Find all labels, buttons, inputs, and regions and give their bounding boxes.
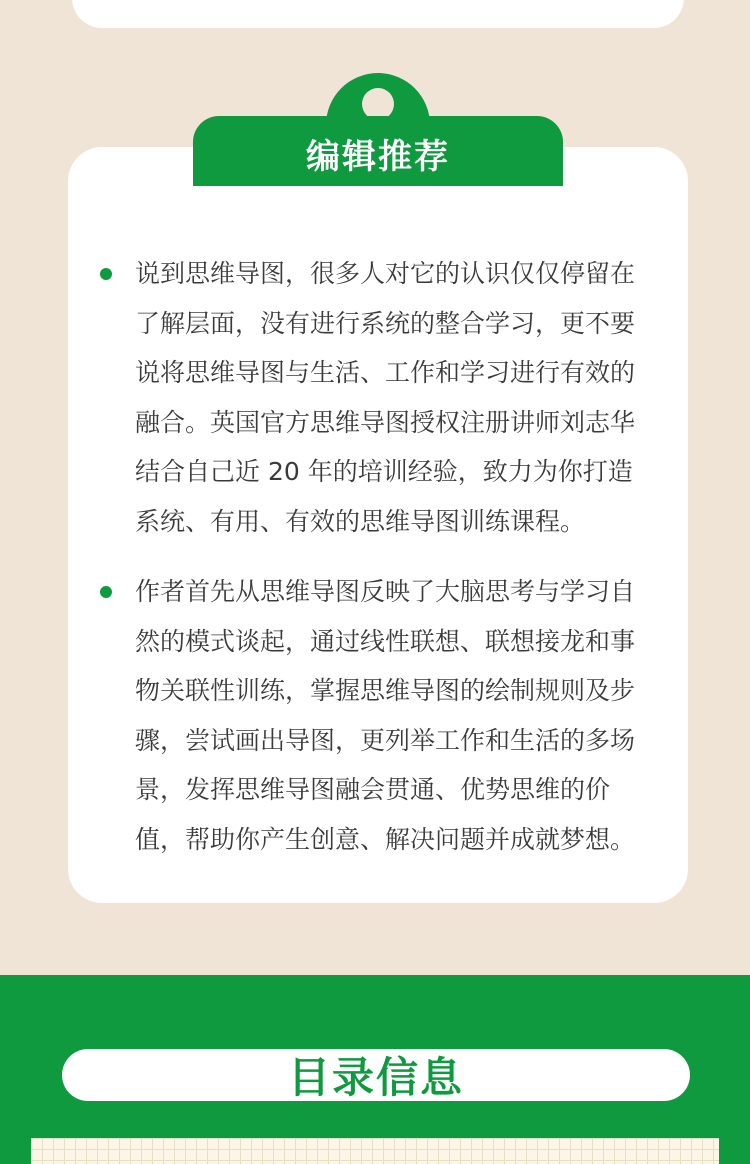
bullet-dot-icon	[100, 586, 112, 598]
recommendation-tag	[193, 116, 563, 186]
recommendation-paragraph: 说到思维导图，很多人对它的认识仅仅停留在了解层面，没有进行系统的整合学习，更不要说将思维导图与生活、工作和学习进行有效的融合。英国官方思维导图授权注册讲师刘志华结合自己近 20 年的培训经验，致力为你打造系统、有用、有效的思维导图训练课程。	[135, 259, 636, 536]
recommendation-title: 编辑推荐	[306, 136, 450, 177]
grid-paper-panel	[31, 1138, 719, 1164]
previous-section-card	[72, 0, 684, 28]
toc-title: 目录信息	[287, 1053, 464, 1102]
bullet-dot-icon	[100, 268, 112, 280]
toc-header	[62, 1049, 690, 1101]
recommendation-paragraph: 作者首先从思维导图反映了大脑思考与学习自然的模式谈起，通过线性联想、联想接龙和事物关联性训练，掌握思维导图的绘制规则及步骤，尝试画出导图，更列举工作和生活的多场景，发挥思维导图融会贯通、优势思维的价值，帮助你产生创意、解决问题并成就梦想。	[135, 577, 636, 854]
